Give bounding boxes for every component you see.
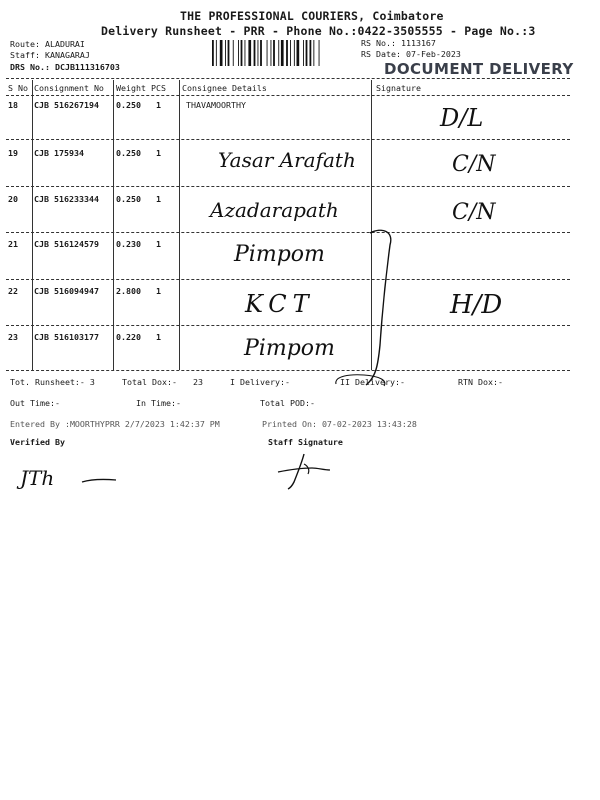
verified-initials: JTh: [20, 466, 55, 490]
verified-by-label: Verified By: [10, 437, 65, 447]
barcode-bar: [294, 40, 295, 66]
total-pod-label: Total POD:-: [260, 398, 315, 408]
row-signature: D/L: [440, 104, 484, 132]
ii-delivery-label: II Delivery:-: [340, 377, 405, 387]
barcode-bar: [216, 40, 217, 66]
column-header-consignee: Consignee Details: [182, 83, 267, 93]
i-delivery-label: I Delivery:-: [230, 377, 290, 387]
row-consignment-no: CJB 516094947: [34, 286, 99, 296]
row-signature: C/N: [452, 200, 496, 225]
route-label: Route: ALADURAI: [10, 39, 85, 49]
row-consignee-handwritten: Azadarapath: [210, 198, 339, 222]
row-divider: [6, 139, 570, 140]
barcode-bar: [306, 40, 308, 66]
barcode-bar: [286, 40, 288, 66]
staff-label: Staff: KANAGARAJ: [10, 50, 90, 60]
runsheet-subtitle: Delivery Runsheet - PRR - Phone No.:0422-3505555 - Page No.:3: [101, 24, 536, 38]
barcode-bar: [245, 40, 246, 66]
table-top-rule: [6, 78, 570, 79]
row-pcs: 1: [156, 194, 161, 204]
barcode-bar: [228, 40, 230, 66]
column-header-signature: Signature: [376, 83, 421, 93]
header-bottom-rule: [6, 95, 570, 96]
printed-on: Printed On: 07-02-2023 13:43:28: [262, 419, 417, 429]
row-divider: [6, 232, 570, 233]
rs-date: RS Date: 07-Feb-2023: [361, 49, 461, 59]
barcode-bar: [319, 40, 320, 66]
barcode-bar: [281, 40, 284, 66]
row-weight: 0.250: [116, 148, 141, 158]
row-sno: 23: [8, 332, 18, 342]
row-consignee-printed: THAVAMOORTHY: [186, 100, 246, 110]
barcode-icon: [212, 40, 352, 66]
barcode-bar: [254, 40, 256, 66]
rtn-dox-label: RTN Dox:-: [458, 377, 503, 387]
bracket-pen-stroke: [360, 225, 400, 390]
column-header-sno: S No: [8, 83, 28, 93]
barcode-bar: [212, 40, 214, 66]
row-sno: 20: [8, 194, 18, 204]
row-weight: 2.800: [116, 286, 141, 296]
document-delivery-stamp: DOCUMENT DELIVERY: [384, 60, 574, 78]
row-sno: 21: [8, 239, 18, 249]
barcode-bar: [297, 40, 300, 66]
total-dox-value: 23: [193, 377, 203, 387]
row-signature: H/D: [450, 290, 503, 320]
row-consignee-handwritten: Pimpom: [244, 336, 335, 361]
row-consignment-no: CJB 516124579: [34, 239, 99, 249]
staff-signature-scribble: [268, 452, 338, 490]
row-sno: 19: [8, 148, 18, 158]
out-time-label: Out Time:-: [10, 398, 60, 408]
tot-runsheet: Tot. Runsheet:- 3: [10, 377, 95, 387]
column-divider: [32, 80, 33, 370]
row-weight: 0.230: [116, 239, 141, 249]
row-weight: 0.250: [116, 100, 141, 110]
barcode-bar: [258, 40, 259, 66]
row-consignee-handwritten: KCT: [245, 290, 315, 318]
row-pcs: 1: [156, 239, 161, 249]
barcode-bar: [273, 40, 275, 66]
row-consignment-no: CJB 516233344: [34, 194, 99, 204]
column-header-pcs: PCS: [151, 83, 166, 93]
row-divider: [6, 325, 570, 326]
row-pcs: 1: [156, 332, 161, 342]
row-divider: [6, 279, 570, 280]
barcode-bar: [260, 40, 262, 66]
row-consignment-no: CJB 516267194: [34, 100, 99, 110]
row-sno: 18: [8, 100, 18, 110]
barcode-bar: [220, 40, 223, 66]
table-bottom-rule: [6, 370, 570, 371]
row-consignment-no: CJB 516103177: [34, 332, 99, 342]
row-consignee-handwritten: Yasar Arafath: [218, 148, 356, 172]
row-pcs: 1: [156, 148, 161, 158]
barcode-bar: [271, 40, 272, 66]
row-pcs: 1: [156, 100, 161, 110]
ii-delivery-circle-mark: [330, 372, 390, 392]
staff-signature-label: Staff Signature: [268, 437, 343, 447]
entered-by: Entered By :MOORTHYPRR 2/7/2023 1:42:37 PM: [10, 419, 220, 429]
rs-number: RS No.: 1113167: [361, 38, 436, 48]
barcode-bar: [278, 40, 279, 66]
column-divider: [179, 80, 180, 370]
in-time-label: In Time:-: [136, 398, 181, 408]
barcode-bar: [290, 40, 291, 66]
row-pcs: 1: [156, 286, 161, 296]
row-sno: 22: [8, 286, 18, 296]
column-header-consignment: Consignment No: [34, 83, 104, 93]
barcode-bar: [267, 40, 268, 66]
row-consignment-no: CJB 175934: [34, 148, 84, 158]
drs-number: DRS No.: DCJB111316703: [10, 62, 120, 72]
barcode-bar: [303, 40, 304, 66]
row-weight: 0.250: [116, 194, 141, 204]
column-divider: [113, 80, 114, 370]
barcode-bar: [238, 40, 239, 66]
verified-initials-tail: [80, 476, 120, 486]
row-divider: [6, 186, 570, 187]
barcode-bar: [225, 40, 226, 66]
row-signature: C/N: [452, 152, 496, 177]
barcode-bar: [248, 40, 251, 66]
company-title: THE PROFESSIONAL COURIERS, Coimbatore: [180, 9, 444, 23]
barcode-bar: [310, 40, 312, 66]
column-header-weight: Weight: [116, 83, 146, 93]
barcode-bar: [241, 40, 243, 66]
barcode-bar: [313, 40, 314, 66]
row-consignee-handwritten: Pimpom: [234, 242, 325, 267]
row-weight: 0.220: [116, 332, 141, 342]
total-dox-label: Total Dox:-: [122, 377, 177, 387]
barcode-bar: [233, 40, 234, 66]
